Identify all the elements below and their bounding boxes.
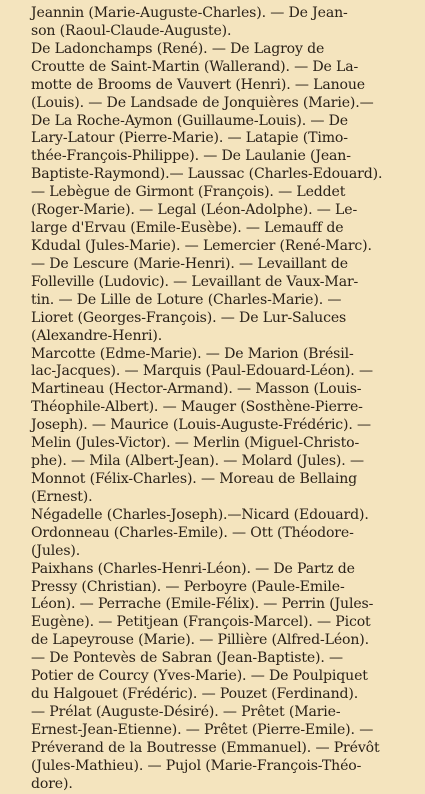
text-line: thée-François-Philippe). — De Laulanie (Jean- [31, 148, 351, 165]
paragraph-l [7, 41, 420, 346]
text-line: Jeannin (Marie-Auguste-Charles). — De Jean- [31, 5, 348, 21]
text-line: Eugène). — Petitjean (François-Marcel). — Picot [31, 614, 371, 631]
text-line: de Lapeyrouse (Marie). — Pillière (Alfred-Léon). [31, 632, 369, 649]
text-line: Lioret (Georges-François). — De Lur-Saluces [31, 309, 347, 326]
text-line: large d'Ervau (Emile-Eusèbe). — Lemauff de [31, 220, 344, 237]
text-line: (Jules-Mathieu). — Pujol (Marie-François-Théo- [31, 757, 362, 774]
text-line: — Lebègue de Girmont (François). — Leddet [31, 184, 346, 201]
text-line: Ernest-Jean-Etienne). — Prêtet (Pierre-Emile). — [31, 721, 374, 738]
text-line: (Jules). [31, 542, 81, 559]
text-line: — Prélat (Auguste-Désiré). — Prêtet (Marie- [31, 703, 341, 720]
text-line: Pressy (Christian). — Perboyre (Paule-Emile- [31, 578, 345, 595]
text-line: (Ernest). [31, 488, 93, 505]
text-line: dore). [31, 775, 73, 792]
text-line: (Louis). — De Landsade de Jonquières (Marie).— [31, 94, 374, 111]
text-line: Monnot (Félix-Charles). — Moreau de Bellaing [31, 470, 358, 487]
text-line: Lary-Latour (Pierre-Marie). — Latapie (Timo- [31, 130, 348, 147]
text-line: Ordonneau (Charles-Emile). — Ott (Théodore- [31, 524, 354, 541]
text-line: Martineau (Hector-Armand). — Masson (Louis- [31, 381, 362, 398]
text-line: Potier de Courcy (Yves-Marie). — De Poulpiquet [31, 668, 368, 685]
text-line: son (Raoul-Claude-Auguste). [31, 22, 232, 39]
text-line: Folleville (Ludovic). — Levaillant de Vaux-Mar- [31, 273, 359, 290]
text-line: Théophile-Albert). — Mauger (Sosthène-Pierre- [31, 399, 363, 416]
text-line: motte de Brooms de Vauvert (Henri). — Lanoue [31, 76, 365, 93]
text-line: Joseph). — Maurice (Louis-Auguste-Frédéric). — [31, 417, 371, 434]
text-line: Léon). — Perrache (Emile-Félix). — Perrin (Jules- [31, 596, 374, 613]
text-line: Marcotte (Edme-Marie). — De Marion (Brésil- [31, 345, 354, 362]
text-line: Croutte de Saint-Martin (Wallerand). — De La- [31, 58, 359, 75]
paragraph-p [7, 561, 420, 794]
text-line: Kdudal (Jules-Marie). — Lemercier (René-Marc). [31, 237, 372, 254]
text-line: Préverand de la Boutresse (Emmanuel). — Prévôt [31, 739, 380, 756]
text-line: De La Roche-Aymon (Guillaume-Louis). — De [31, 112, 348, 129]
text-line: phe). — Mila (Albert-Jean). — Molard (Jules). — [31, 453, 364, 470]
text-line: du Halgouet (Frédéric). — Pouzet (Ferdinand). [31, 686, 359, 703]
text-line: Baptiste-Raymond).— Laussac (Charles-Edouard). [31, 166, 383, 183]
text-line: lac-Jacques). — Marquis (Paul-Edouard-Léon). — [31, 363, 373, 380]
text-line: tin. — De Lille de Loture (Charles-Marie). — [31, 291, 342, 308]
text-line: — De Lescure (Marie-Henri). — Levaillant de [31, 255, 348, 272]
text-line: Paixhans (Charles-Henri-Léon). — De Partz de [31, 560, 355, 577]
text-line: (Roger-Marie). — Legal (Léon-Adolphe). — Le- [31, 202, 358, 219]
paragraph-no [7, 507, 420, 561]
paragraph-m [7, 346, 420, 507]
text-line: De Ladonchamps (René). — De Lagroy de [31, 40, 325, 57]
text-line: (Alexandre-Henri). [31, 327, 163, 344]
text-line: — De Pontevès de Sabran (Jean-Baptiste). — [31, 650, 343, 667]
text-line: Négadelle (Charles-Joseph).—Nicard (Edouard). [31, 506, 369, 523]
paragraph-j [7, 5, 420, 41]
text-line: Melin (Jules-Victor). — Merlin (Miguel-Christo- [31, 435, 360, 452]
